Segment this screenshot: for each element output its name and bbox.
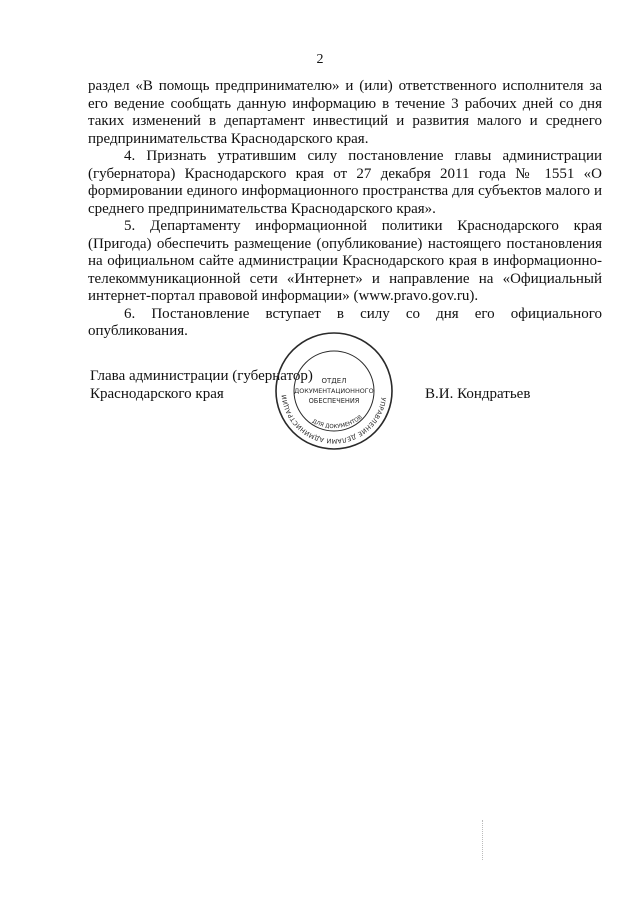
document-body (88, 78, 602, 341)
stamp-ring-text: УПРАВЛЕНИЕ ДЕЛАМИ АДМИНИСТРАЦИИ (281, 394, 387, 445)
signatory-position-line2: Краснодарского края (90, 385, 224, 402)
stamp-graphic (273, 330, 395, 452)
stamp-center-line2: ДОКУМЕНТАЦИОННОГО (294, 387, 374, 395)
scan-artifact (482, 820, 487, 860)
signatory-position-line1: Глава администрации (губернатор) (90, 368, 313, 384)
stamp-center-line3: ОБЕСПЕЧЕНИЯ (308, 397, 360, 405)
official-stamp (273, 330, 395, 452)
page-number: 2 (316, 52, 324, 67)
stamp-bottom-text: ДЛЯ ДОКУМЕНТОВ (310, 414, 364, 431)
stamp-center-line1: ОТДЕЛ (321, 377, 347, 385)
paragraph-5: 5. Департаменту информационной политики Краснодарского края (Пригода) обеспечить размещение (опубликование) настоящего постановления на официальном сайте администрации Краснодарского края в информационно-телекоммуникационной сети «Интернет» и направление на «Официальный интернет-портал правовой информации» (www.pravo.gov.ru). (88, 218, 602, 304)
signatory-name: В.И. Кондратьев (425, 386, 531, 402)
paragraph-4: 4. Признать утратившим силу постановление главы администрации (губернатора) Краснодарского края от 27 декабря 2011 года № 1551 «О формировании единого информационного пространства для субъектов малого и среднего предпринимательства Краснодарского края». (88, 148, 602, 217)
paragraph-6: 6. Постановление вступает в силу со дня его официального опубликования. (88, 305, 602, 339)
paragraph-continuation: раздел «В помощь предпринимателю» и (или) ответственного исполнителя за его ведение сообщать данную информацию в течение 3 рабочих дней со дня таких изменений в департамент инвестиций и развития малого и среднего предпринимательства Краснодарского края. (88, 78, 602, 147)
